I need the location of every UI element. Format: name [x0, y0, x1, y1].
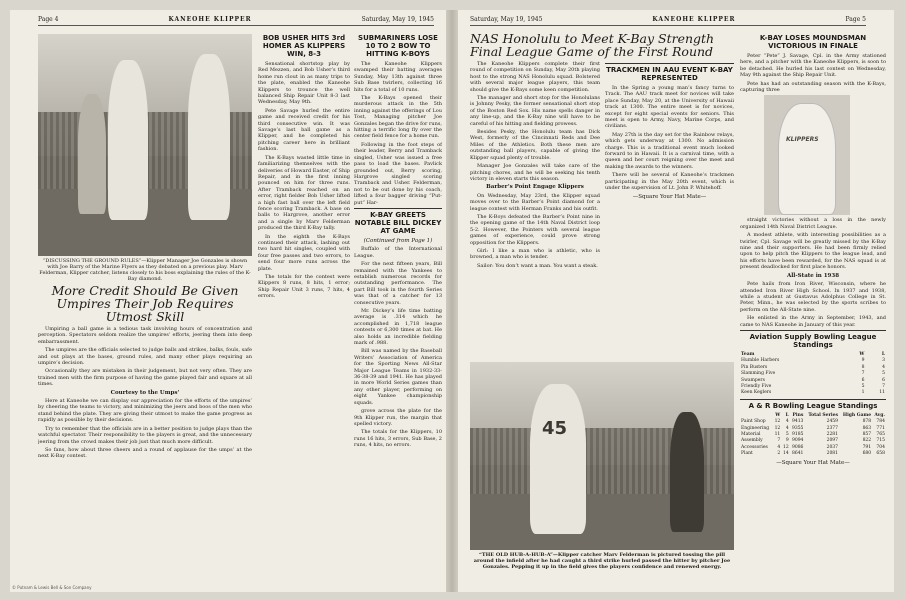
table-cell: Avg. [874, 412, 885, 418]
ground-rules-photo [38, 34, 252, 256]
table-row [740, 390, 886, 396]
dickey-paragraph: Bill was named by the Baseball Writers’ Association of America for the Sporting News All-Star Major League Teams in 1932-33-36-38-39 and 1941. He has played in more World Series games than any other player, performing on eight Yankee championship squads. [354, 348, 442, 406]
table-cell: Keen Keglers [741, 390, 772, 396]
table-cell: 2281 [826, 432, 839, 437]
usher-paragraph: The K-Bays wasted little time in familiarizing themselves with the deliveries of Howard Easter, of Ship Repair, and in the first inning pounced on him for three runs. After Tramback reached on an error, right fielder Bob Usher lifted a high fast ball over the left field fence scoring Tramback. A base on balls to Hargrove, another error and a single by Marv Felderman produced the third K-Bay tally. [258, 154, 350, 232]
jersey-lettering: KLIPPERS [786, 136, 819, 144]
table-cell: L [785, 412, 789, 418]
table-cell: 4 [785, 419, 789, 425]
table-cell: 791 [862, 444, 872, 450]
table-cell: Material [741, 432, 761, 437]
jersey-number: 45 [542, 418, 568, 439]
table-cell: 7 [777, 438, 781, 444]
aviation-standings-table [740, 352, 886, 397]
page-number: Page 5 [845, 16, 866, 23]
subs-paragraph: Following in the foot steps of their leader, Berry and Tramback singled, Usher was issued a free pass to load the bases. Pavlick grounded out, Berry scoring, Hargrove singled scoring Tramback and Usher. Felderman, not to be out done by his coach, lifted a four bagger driving “Put-put” Har- [354, 141, 442, 206]
table-cell: 9 [785, 438, 789, 444]
usher-paragraph: The totals for the contest were Klippers 8 runs, 8 hits, 1 error; Ship Repair Unit 3 runs, 7 hits, 4 errors. [258, 274, 350, 300]
table-cell: 9086 [791, 444, 804, 450]
savage-photo [764, 95, 850, 215]
left-header [38, 16, 434, 26]
issue-date: Saturday, May 19, 1945 [361, 16, 434, 23]
nas-headline: NAS Honolulu to Meet K-Bay Strength Final League Game of the First Round [470, 31, 715, 59]
table-cell: 2377 [826, 425, 839, 431]
table-cell: 784 [876, 419, 885, 425]
usher-paragraph: Pete Savage hurled the entire game and received credit for his third consecutive win. It was Savage’s last ball game as a Klipper, and he completed his pitching career here in brilliant fashion. [258, 107, 350, 153]
table-cell: Plant [741, 451, 753, 457]
dickey-paragraph: grove across the plate for the 9th Klipper run, the margin that spelled victory. [354, 408, 442, 427]
table-cell: 1 [861, 390, 865, 396]
table-cell: 704 [876, 444, 885, 450]
table-cell: 5 [785, 432, 789, 437]
table-cell: 2459 [826, 419, 839, 425]
nas-paragraph: On Wednesday, May 23rd, the Klipper squad moves over to the Barber’s Point diamond for a league contest with Herman Franks and his outfit. [470, 192, 600, 212]
aau-paragraph: May 27th is the day set for the Rainbow relays, which gets underway at 1300. No admission charge. This is a traditional event much looked forward to in Hawaii. It is a carnival time, with a queen and her court reigning over the meet and making the awards to the winners. [605, 131, 734, 170]
copyright-credit: © Putnam & Lewis Bell & Son Company [12, 585, 92, 590]
table-cell: 5 [882, 371, 885, 377]
nas-paragraph: Besides Pesky, the Honolulu team has Dick West, formerly of the Cincinnati Reds and Dee Miles of the Athletics. Both these men are outstanding ball players, capable of giving the Klipper squad plenty of trouble. [470, 129, 600, 161]
table-cell: 680 [862, 451, 872, 457]
table-cell: 863 [862, 425, 872, 431]
aviation-title: Aviation Supply Bowling League Standings [740, 330, 886, 349]
table-cell: 9355 [791, 425, 804, 431]
table-cell: 6 [882, 377, 885, 383]
table-row [740, 451, 886, 457]
table-cell: L [881, 351, 885, 357]
usher-paragraph: Sensational shortstop play by Red Mezzen, and Bob Usher’s third home run clout in as many trips to the plate, enabled the Kaneohe Klippers to trounce the well balanced Ship Repair Unit 8-3 last Wednesday, May 9th. [258, 61, 350, 106]
dickey-column [354, 30, 442, 451]
page-gutter [446, 10, 458, 592]
table-cell: 9413 [791, 419, 804, 425]
hub-a-hub-a-photo [470, 362, 734, 550]
table-cell: Paint Shop [741, 419, 766, 425]
nas-paragraph: Manager Joe Gonzales will take care of the pitching chores, and he will be seeking his tenth victory in eleven starts this season. [470, 163, 600, 182]
umpires-subhead: Courtesy to the Umps’ [110, 389, 180, 396]
table-cell: 771 [876, 425, 885, 431]
table-cell: 7 [882, 383, 885, 389]
table-cell: 658 [876, 451, 885, 457]
umpires-paragraph: Here at Kaneohe we can display our appreciation for the efforts of the umpires’ by cheering the teams to victory, and minimizing the jeers and boos of the men who stand behind the plate. They are giving their utmost to make the game progress as rapidly as possible by their decisions. [38, 398, 252, 424]
usher-paragraph: In the eighth the K-Bays continued their attack, lashing out two hard hit singles, coupled with four free passes and two errors, to send four more runs across the plate. [258, 233, 350, 272]
dickey-paragraph: For the next fifteen years, Bill remained with the Yankees to establish numerous records for outstanding performance. The part Bill took in the fourth Series was that of a catcher for 13 consecutive years. [354, 261, 442, 306]
table-cell: 11 [774, 432, 781, 437]
table-cell: High Game [842, 412, 872, 418]
nas-paragraph: The Kaneohe Klippers complete their first round of competition on Sunday, May 20th playing host to the strong NAS Honolulu squad. Bolstered with several major league players, this team should give the K-Bays some keen competition. [470, 61, 600, 93]
ar-title: A & R Bowling League Standings [740, 399, 886, 410]
table-cell: W [775, 412, 781, 418]
table-cell: 12 [774, 419, 781, 425]
ground-rules-caption: “DISCUSSING THE GROUND RULES”—Klipper Manager Joe Gonzales is shown with Joe Barry of the Marine Flyers as they debated on a previous play. Marv Felderman, Klipper catcher, listens closely to his boss explaining the rules of the K-Bay diamond. [39, 258, 251, 282]
table-cell: Engineering [741, 425, 770, 431]
issue-date: Saturday, May 19, 1945 [470, 16, 543, 23]
aau-separator: —Square Your Hat Mate— [632, 193, 707, 200]
table-cell: 2 [777, 451, 781, 457]
dickey-paragraph: Mr. Dickey’s life time batting average is .314 which he accomplished in 1,718 league contests or 6,300 times at bat. He also holds an incredible fielding mark of .988. [354, 308, 442, 347]
umpires-paragraph: Occasionally they are mistaken in their judgement, but not very often. They are trained men with the firm purpose of having the game played fair and square at all times. [38, 368, 252, 388]
aau-paragraph: There will be several of Kaneohe’s trackmen participating in the May 20th event, which is under the supervision of Lt. John P. Whitehoff. [605, 172, 734, 192]
umpires-paragraph: Try to remember that the officials are in a better position to judge plays than the watchful spectator. Their responsibility to the players is great, and the unnecessary jeering from the crowd makes their job just that much more difficult. [38, 425, 252, 445]
table-cell: 12 [783, 444, 789, 450]
umpires-headline: More Credit Should Be Given Umpires Their Job Requires Utmost Skill [51, 283, 239, 324]
table-cell: W [859, 351, 865, 357]
hub-a-hub-a-block [470, 362, 734, 570]
table-cell: Total Series [808, 412, 839, 418]
savage-paragraph: Peter “Pete” J. Savage, Cpl. in the Army stationed here, and a pitcher with the Kaneohe Klippers, is soon to be detached. He hurled his last contest on Wednesday, May 9th against the Ship Repair Unit. [740, 53, 886, 79]
umpires-paragraph: So fans, how about three cheers and a round of applause for the umps’ at the next K-Bay contest. [38, 446, 252, 460]
savage-column [740, 30, 886, 468]
umpires-paragraph: The umpires are the officials selected to judge balls and strikes, balks, fouls, safe and out plays at the bases, ground rules, and many other plays requiring an umpire’s decision. [38, 347, 252, 367]
right-page [458, 10, 894, 592]
ar-standings-table [740, 413, 886, 458]
table-cell: 8641 [791, 451, 804, 457]
subs-headline: SUBMARINERS LOSE 10 TO 2 BOW TO HITTING K-BOYS [358, 34, 438, 58]
subs-paragraph: The K-Bays opened their murderous attack in the 5th inning against the offerings of Lou Tost, Managing pitcher Joe Gonzales began the drive for runs, hitting a terrific long fly over the center field fence for a home run. [354, 95, 442, 140]
hub-a-hub-a-caption: “THE OLD HUB-A-HUB-A”—Klipper catcher Marv Felderman is pictured tossing the pill around the infield after he had caught a third strike hurled passed the hitter by pitcher Joe Gonzales. Pepping it up in the field gives the players confidence and renewed energy. [473, 552, 731, 570]
table-cell: Pin Busters [741, 364, 768, 370]
nas-paragraph: The manager and short stop for the Honolulans is Johnny Pesky, the former sensational short stop of the Boston Red Sox. His name spells danger in any line-up, and the K-Bay nine will have to be careful of his hitting and fielding prowess. [470, 95, 600, 127]
table-cell: 4 [882, 364, 885, 370]
ar-separator: —Square Your Hat Mate— [776, 459, 850, 466]
table-cell: 765 [876, 432, 885, 437]
table-cell: Swampers [741, 377, 765, 383]
table-cell: 8 [861, 364, 865, 370]
nas-article [470, 30, 734, 360]
table-cell: 9185 [791, 432, 804, 437]
umpires-paragraph: Umpiring a ball game is a tedious task involving hours of concentration and perception. Spectators seldom realize the umpires’ efforts, jeering them into deep embarrassment. [38, 326, 252, 345]
table-cell: 2097 [826, 438, 839, 444]
table-cell: 9094 [791, 438, 804, 444]
table-cell: 857 [862, 432, 872, 437]
table-cell: Team [741, 351, 755, 357]
savage-paragraph: A modest athlete, with interesting possibilities as a twirler, Cpl. Savage will be greatly missed by the K-Bay nine and their supporters. He had been firmly relied upon to help pitch the Klippers to the league lead, and his efforts have been rewarded, for the NAS squad is at present deadlocked for first place honors. [740, 232, 886, 271]
savage-headline: K-BAY LOSES MOUNDSMAN VICTORIOUS IN FINALE [759, 34, 867, 50]
table-cell: 11 [879, 390, 885, 396]
savage-paragraph: straight victories without a loss in the newly organized 14th Naval District League. [740, 217, 886, 230]
savage-paragraph: He enlisted in the Army in September, 1943, and came to NAS Kaneohe in January of this year. [740, 315, 886, 328]
table-cell: Pins [792, 412, 804, 418]
nas-paragraph: Girl: I like a man who is athletic, who is browned, a man who is tender. [470, 247, 600, 261]
table-cell: 7 [861, 371, 865, 377]
table-cell: 9 [861, 358, 865, 364]
nas-subhead: Barber’s Point Engage Klippers [486, 184, 584, 191]
page-number: Page 4 [38, 16, 59, 23]
masthead: KANEOHE KLIPPER [652, 16, 736, 23]
table-cell: Slamming Five [741, 371, 776, 377]
table-cell: 14 [783, 451, 789, 457]
table-cell: 4 [785, 425, 789, 431]
aau-paragraph: In the Spring a young man’s fancy turns to Track. The AAU track meet for novices will take place Sunday, May 20, at the University of Hawaii track at 1300. The entire meet is for novices, except for eight special events for seniors. This meet is open to Army, Navy, Marine Corps, and civilians. [605, 85, 734, 130]
subs-paragraph: The Kaneohe Klippers swamped their batting averages Sunday, May 13th against three Sub Base twirlers, collecting 16 hits for a total of 10 runs. [354, 61, 442, 93]
table-cell: 12 [774, 425, 781, 431]
table-cell: 822 [862, 438, 872, 444]
table-cell: 2081 [826, 451, 839, 457]
table-cell: 5 [861, 383, 865, 389]
savage-subhead: All-State in 1938 [786, 272, 840, 279]
table-cell: 878 [862, 419, 872, 425]
savage-paragraph: Pete hails from Iron River, Wisconsin, where he attended Iron River High School. In 1937 and 1938, while a student at Gustavus Adolphus College in St. Peter, Minn., he was selected by the sports scribes to perform on the All-State nine. [740, 281, 886, 313]
left-column [38, 34, 252, 462]
aau-headline: TRACKMEN IN AAU EVENT K-BAY REPRESENTED [605, 63, 734, 82]
nas-paragraph: The K-Boys defeated the Barber’s Point nine in the opening game of the 14th Naval District loop 5-2. However, the Pointers with several league games of experience, could prove strong opposition for the Klippers. [470, 213, 600, 246]
nas-paragraph: Sailor: You don’t want a man. You want a steak. [477, 262, 598, 269]
masthead: KANEOHE KLIPPER [168, 16, 252, 23]
dickey-paragraph: Buffalo of the International League. [354, 246, 442, 259]
table-cell: 2037 [826, 444, 839, 450]
table-cell: Accessories [741, 444, 768, 450]
table-cell: Humble Harbers [741, 358, 780, 364]
dickey-paragraph: The totals for the Klippers, 10 runs 16 hits, 3 errors, Sub Base, 2 runs, 4 hits, no errors. [354, 429, 442, 449]
table-cell: Friendly Five [741, 383, 772, 389]
usher-headline: BOB USHER HITS 3rd HOMER AS KLIPPERS WIN, 8-3 [262, 34, 346, 58]
table-cell: 6 [861, 377, 865, 383]
left-page [10, 10, 446, 592]
dickey-continued: (Continued from Page 1) [363, 237, 433, 244]
dickey-headline: K-BAY GREETS NOTABLE BILL DICKEY AT GAME [354, 208, 442, 235]
table-cell: 3 [882, 358, 885, 364]
table-cell: 4 [777, 444, 781, 450]
table-cell: 715 [876, 438, 885, 444]
savage-paragraph: Pete has had an outstanding season with the K-Bays, capturing three [740, 80, 886, 94]
right-header [470, 16, 866, 26]
table-cell: Assembly [741, 438, 763, 444]
usher-column [258, 30, 350, 302]
